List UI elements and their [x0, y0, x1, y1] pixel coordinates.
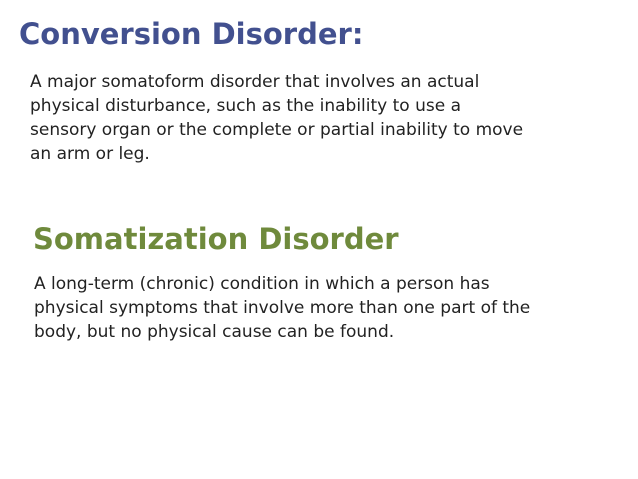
conversion-disorder-definition: A major somatoform disorder that involves an actual physical disturbance, such as the inability to use a sensory organ or the complete or partial inability to move an arm or leg. — [30, 72, 524, 164]
conversion-disorder-heading: Conversion Disorder: — [19, 17, 364, 51]
somatization-disorder-definition: A long-term (chronic) condition in which a person has physical symptoms that involve more than one part of the body, but no physical cause can be found. — [34, 274, 531, 342]
somatization-disorder-heading: Somatization Disorder — [33, 222, 399, 256]
